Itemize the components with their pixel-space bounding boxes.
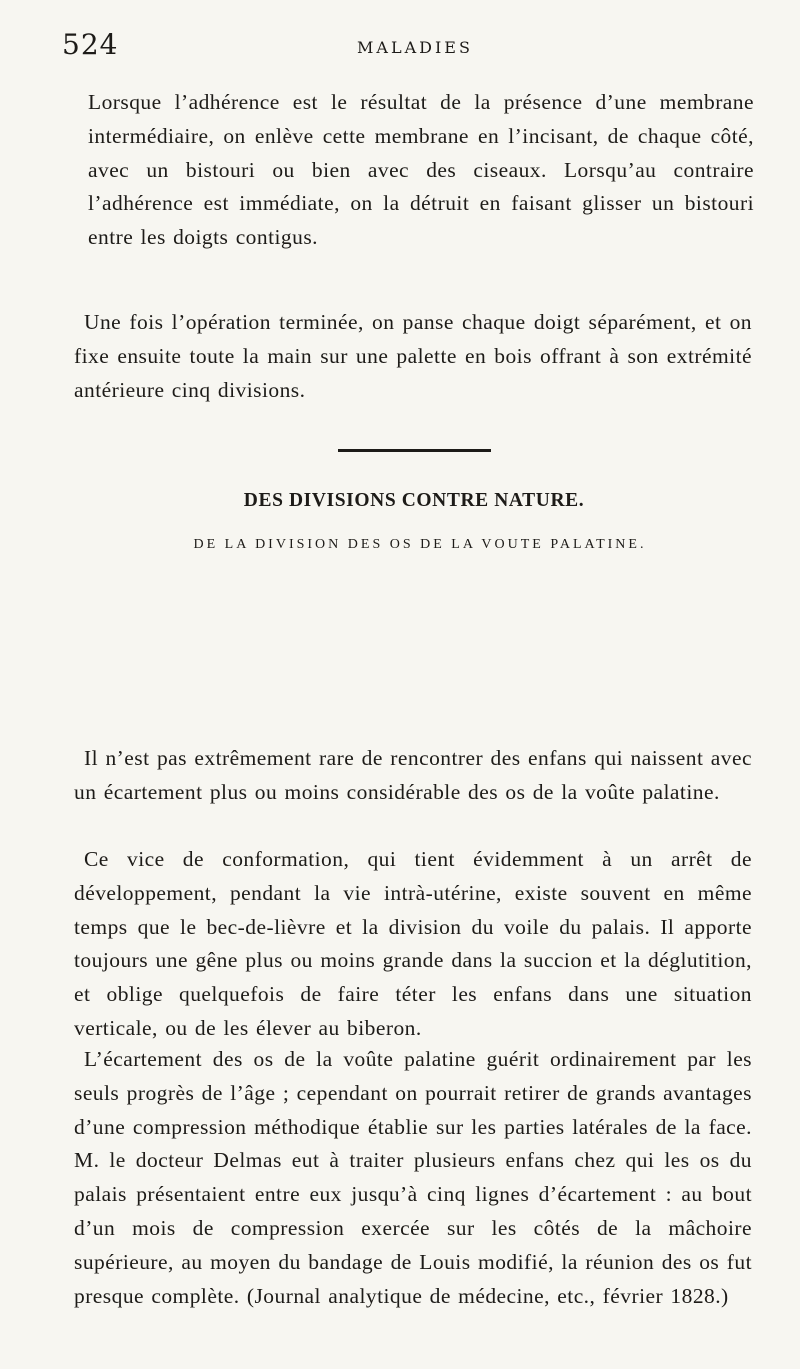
section-title: DES DIVISIONS CONTRE NATURE.: [243, 490, 585, 511]
paragraph-palate-intro: Il n’est pas extrêmement rare de rencontrer des enfans qui naissent avec un écartement plus ou moins considérable des os de la voûte palatine.: [74, 746, 752, 804]
section-divider: [338, 449, 491, 452]
paragraph-malformation: Ce vice de conformation, qui tient évidemment à un arrêt de développement, pendant la vie intrà-utérine, existe souvent en même temps que le bec-de-lièvre et la division du voile du palais. Il apporte toujours une gêne plus ou moins grande dans la succion et la déglutition, et oblige quelquefois de faire téter les enfans dans une situation verticale, ou de les élever au biberon.: [74, 847, 752, 1040]
paragraph-treatment: L’écartement des os de la voûte palatine guérit ordinairement par les seuls progrès de l’âge ; cependant on pourrait retirer de grands avantages d’une compression méthodique établie sur les parties latérales de la face. M. le docteur Delmas eut à traiter plusieurs enfans chez qui les os du palais présentaient entre eux jusqu’à cinq lignes d’écartement : au bout d’un mois de compression exercée sur les côtés de la mâchoire supérieure, au moyen du bandage de Louis modifié, la réunion des os fut presque complète. (Journal analytique de médecine, etc., février 1828.): [74, 1047, 752, 1308]
paragraph-adhesion-treatment: Lorsque l’adhérence est le résultat de la présence d’une membrane intermédiaire, on enlève cette membrane en l’incisant, de chaque côté, avec un bistouri ou bien avec des ciseaux. Lorsqu’au contraire l’adhérence est immédiate, on la détruit en faisant glisser un bistouri entre les doigts contigus.: [88, 90, 754, 250]
subsection-title: DE LA DIVISION DES OS DE LA VOUTE PALATINE.: [193, 537, 647, 552]
paragraph-dressing: Une fois l’opération terminée, on panse chaque doigt séparément, et on fixe ensuite toute la main sur une palette en bois offrant à son extrémité antérieure cinq divisions.: [74, 310, 752, 402]
page-number: 524: [62, 28, 119, 61]
page-header: [62, 28, 742, 68]
running-head: MALADIES: [357, 38, 473, 57]
